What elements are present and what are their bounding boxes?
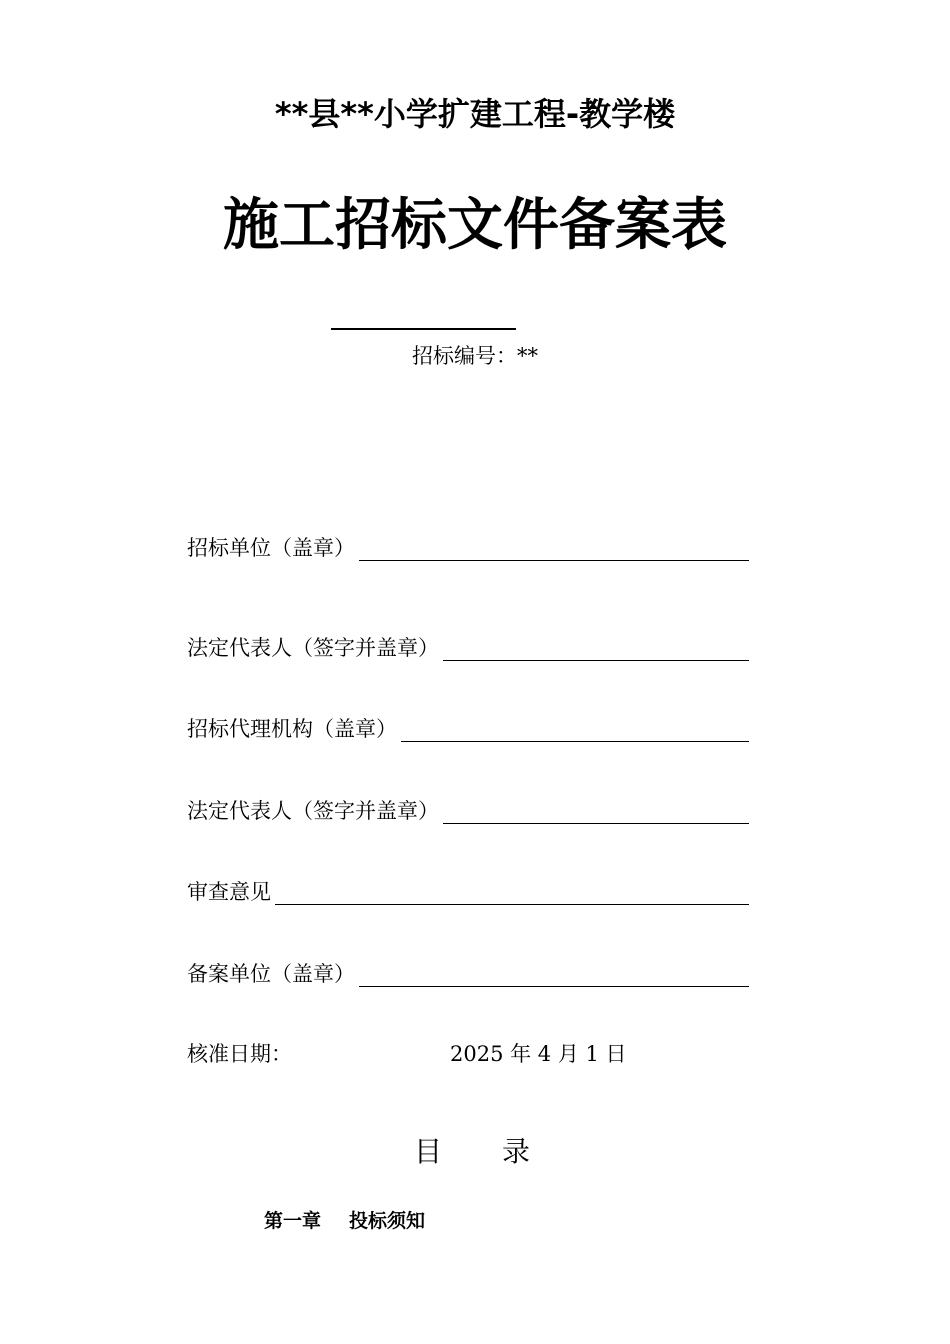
signature-line[interactable] xyxy=(359,560,749,561)
field-tendering-agency xyxy=(187,711,749,745)
title-divider xyxy=(331,328,516,330)
field-label: 法定代表人（签字并盖章） xyxy=(187,636,439,660)
toc-heading-left: 目 xyxy=(414,1135,443,1168)
toc-heading xyxy=(414,1132,530,1172)
field-tendering-unit xyxy=(187,530,749,564)
toc-heading-right: 录 xyxy=(502,1135,531,1168)
document-title: 施工招标文件备案表 xyxy=(223,193,727,258)
field-label: 法定代表人（签字并盖章） xyxy=(187,799,439,823)
field-label: 招标代理机构（盖章） xyxy=(187,717,397,741)
project-title: **县**小学扩建工程-教学楼 xyxy=(274,95,676,133)
field-label: 审查意见 xyxy=(187,880,271,904)
toc-entry[interactable] xyxy=(264,1206,425,1236)
signature-line[interactable] xyxy=(443,823,749,824)
signature-line[interactable] xyxy=(359,986,749,987)
signature-line[interactable] xyxy=(275,904,749,905)
signature-line[interactable] xyxy=(443,660,749,661)
field-agency-legal-representative xyxy=(187,793,749,827)
bid-number-label: 招标编号： xyxy=(412,344,517,368)
approval-date-value: 2025 年 4 月 1 日 xyxy=(450,1042,627,1066)
field-label: 招标单位（盖章） xyxy=(187,536,355,560)
approval-date-row xyxy=(187,1038,749,1072)
bid-number xyxy=(0,340,950,372)
bid-number-value: ** xyxy=(517,344,538,368)
field-label: 备案单位（盖章） xyxy=(187,962,355,986)
signature-line[interactable] xyxy=(401,741,749,742)
field-filing-unit xyxy=(187,956,749,990)
toc-entry-title: 投标须知 xyxy=(349,1210,426,1232)
toc-entry-chapter: 第一章 xyxy=(264,1210,322,1232)
approval-date-label: 核准日期： xyxy=(187,1042,292,1066)
field-legal-representative xyxy=(187,630,749,664)
field-review-opinion xyxy=(187,874,749,908)
